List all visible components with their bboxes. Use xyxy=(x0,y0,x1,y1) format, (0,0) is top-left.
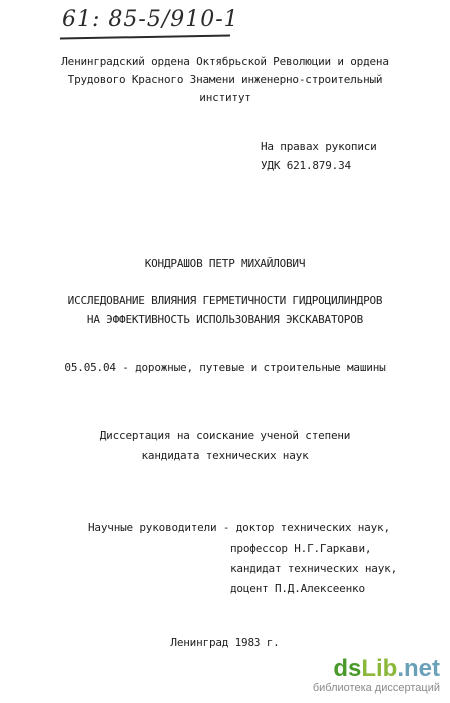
dissertation-title-line-1: ИССЛЕДОВАНИЕ ВЛИЯНИЯ ГЕРМЕТИЧНОСТИ ГИДРОЦИЛИНДРОВ xyxy=(67,294,383,307)
dslib-logo: dsLib.net xyxy=(333,655,440,682)
specialty-code: 05.05.04 - дорожные, путевые и строительные машины xyxy=(64,361,386,374)
handwritten-underline xyxy=(60,35,230,40)
dissertation-title-line-2: НА ЭФФЕКТИВНОСТЬ ИСПОЛЬЗОВАНИЯ ЭКСКАВАТОРОВ xyxy=(86,313,364,326)
institution-line-3: институт xyxy=(199,91,251,104)
author-name: КОНДРАШОВ ПЕТР МИХАЙЛОВИЧ xyxy=(144,257,306,270)
udk-code: УДК 621.879.34 xyxy=(261,159,351,172)
degree-line-2: кандидата технических наук xyxy=(141,449,309,462)
supervisors-line-4: доцент П.Д.Алексеенко xyxy=(230,582,365,595)
institution-line-2: Трудового Красного Знамени инженерно-строительный xyxy=(67,73,383,86)
degree-line-1: Диссертация на соискание ученой степени xyxy=(99,429,351,442)
dslib-tagline: библиотека диссертаций xyxy=(312,682,440,694)
supervisors-line-2: профессор Н.Г.Гаркави, xyxy=(230,542,372,555)
rights-reserved: На правах рукописи xyxy=(261,140,377,153)
institution-line-1: Ленинградский ордена Октябрьской Революции и ордена xyxy=(61,55,389,68)
dslib-watermark xyxy=(313,656,440,695)
handwritten-archive-number: 61: 85-5/910-1 xyxy=(62,7,239,32)
city-year: Ленинград 1983 г. xyxy=(170,636,280,649)
supervisors-line-3: кандидат технических наук, xyxy=(230,562,397,575)
supervisors-line-1: Научные руководители - доктор технических наук, xyxy=(88,521,390,534)
